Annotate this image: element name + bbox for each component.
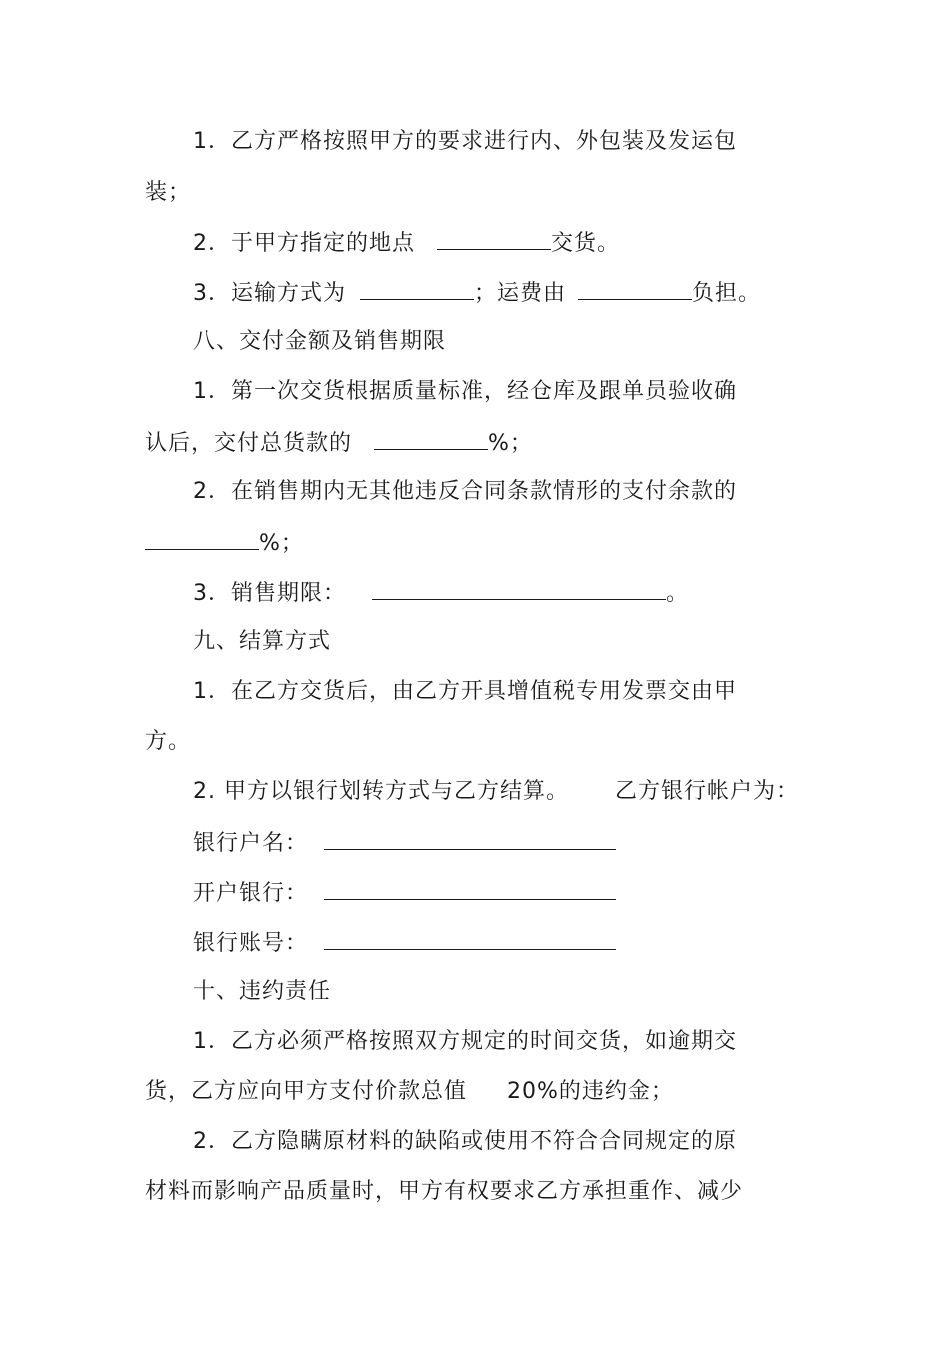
- s8-item1-line1: 1．第一次交货根据质量标准，经仓库及跟单员验收确: [193, 379, 737, 404]
- s7-item3: [193, 277, 761, 307]
- first-payment-percent-blank: [374, 427, 488, 450]
- s10-item1-line1: 1．乙方必须严格按照双方规定的时间交货，如逾期交: [193, 1029, 737, 1054]
- s8-item3: [193, 577, 689, 607]
- s10-item1-line2: [145, 1077, 674, 1107]
- s8-item2-line1: 2．在销售期内无其他违反合同条款情形的支付余款的: [193, 479, 737, 504]
- bank-open-label: 开户银行：: [193, 881, 309, 906]
- s7-item3-suffix: 负担。: [692, 281, 762, 306]
- s9-item2-text: 2. 甲方以银行划转方式与乙方结算。: [193, 779, 569, 804]
- s10-item1-text: 货，乙方应向甲方支付价款总值: [145, 1079, 468, 1104]
- s9-item2-account-intro: 乙方银行帐户为：: [615, 779, 800, 804]
- bank-name-blank: [324, 827, 616, 850]
- s7-item3-mid: ；运费由: [474, 281, 567, 306]
- delivery-place-blank: [437, 227, 551, 250]
- s7-item3-text: 3．运输方式为: [193, 281, 346, 306]
- s10-item1-penalty: 20%的违约金；: [507, 1079, 674, 1104]
- s9-item2: [193, 777, 799, 807]
- section10-title: 十、违约责任: [193, 979, 332, 1004]
- s9-item1-line1: 1．在乙方交货后，由乙方开具增值税专用发票交由甲: [193, 679, 737, 704]
- balance-percent-blank: [145, 527, 259, 550]
- s8-item3-text: 3．销售期限：: [193, 581, 346, 606]
- s8-item1-line2: [145, 427, 533, 457]
- s7-item1-line1: 1．乙方严格按照甲方的要求进行内、外包装及发运包: [193, 129, 737, 154]
- freight-payer-blank: [578, 277, 692, 300]
- section9-title: 九、结算方式: [193, 629, 332, 654]
- s7-item1-line2: 装；: [145, 180, 192, 205]
- transport-mode-blank: [360, 277, 474, 300]
- bank-account-label: 银行账号：: [193, 931, 309, 956]
- s7-item2-suffix: 交货。: [551, 231, 621, 256]
- sales-period-blank: [372, 577, 666, 600]
- s8-item2-line2: [145, 527, 304, 557]
- s8-item3-suffix: 。: [666, 581, 690, 606]
- s7-item2: [193, 227, 620, 257]
- bank-account-blank: [324, 927, 616, 950]
- section8-title: 八、交付金额及销售期限: [193, 329, 447, 354]
- bank-account-row: [193, 927, 616, 957]
- bank-name-label: 银行户名：: [193, 831, 309, 856]
- s7-item2-text: 2．于甲方指定的地点: [193, 231, 415, 256]
- bank-open-blank: [324, 877, 616, 900]
- s8-item1-suffix: %；: [488, 431, 533, 456]
- s10-item2-line2: 材料而影响产品质量时，甲方有权要求乙方承担重作、减少: [145, 1179, 744, 1204]
- s9-item1-line2: 方。: [145, 729, 192, 754]
- s8-item2-suffix: %；: [259, 531, 304, 556]
- s8-item1-text: 认后，交付总货款的: [145, 431, 353, 456]
- bank-name-row: [193, 827, 616, 857]
- bank-open-row: [193, 877, 616, 907]
- s10-item2-line1: 2．乙方隐瞒原材料的缺陷或使用不符合合同规定的原: [193, 1129, 737, 1154]
